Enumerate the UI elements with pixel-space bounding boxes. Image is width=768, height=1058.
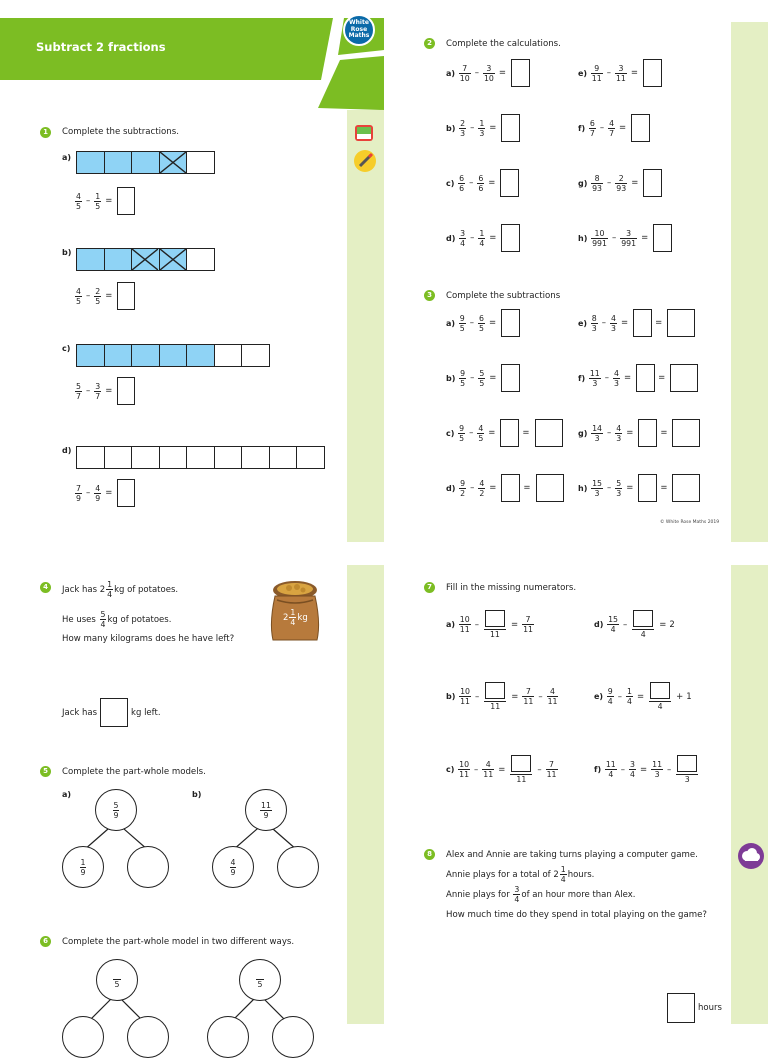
q3-h-label: h) xyxy=(578,483,588,493)
bar-cell xyxy=(214,446,243,469)
question-number-4: 4 xyxy=(40,582,51,593)
fraction: $\frac{15}{3}$ xyxy=(592,478,602,498)
bag-label: 2 $\frac{1}{4}$ kg xyxy=(283,608,308,627)
q2-f-answer-box[interactable] xyxy=(631,114,650,142)
q3-f-equation: f) $\frac{11}{3}$ – $\frac{4}{3}$ = = xyxy=(578,364,698,392)
bar-cell xyxy=(186,446,215,469)
q7-a-numerator-box[interactable] xyxy=(485,610,505,627)
fraction: $\frac{4}{3}$ xyxy=(614,368,619,388)
q4-answer-line: Jack has kg left. xyxy=(62,698,161,727)
q2-c-answer-box[interactable] xyxy=(500,169,519,197)
logo-text-3: Maths xyxy=(348,32,370,39)
fraction: $\frac{2}{93}$ xyxy=(616,173,627,193)
fraction: $\frac{4}{3}$ xyxy=(611,313,616,333)
q1-a-equation: $\frac{4}{5}$ – $\frac{1}{5}$ = xyxy=(74,187,135,215)
side-strip-bottom-left xyxy=(347,565,384,1024)
q5-a-part-blank[interactable] xyxy=(127,846,169,888)
bar-cell-crossed xyxy=(159,248,188,271)
fraction: $\frac{14}{3}$ xyxy=(592,423,603,443)
fraction: $\frac{6}{6}$ xyxy=(478,173,484,193)
q6-model-1-whole[interactable] xyxy=(96,959,138,1001)
q7-c-label: c) xyxy=(446,765,455,774)
q6-model-2-whole[interactable] xyxy=(239,959,281,1001)
fraction: $\frac{10}{11}$ xyxy=(459,760,470,779)
page-title: Subtract 2 fractions xyxy=(36,40,166,54)
reasoning-cloud-icon xyxy=(737,842,765,870)
q3-d-simplified-box[interactable] xyxy=(536,474,564,502)
q3-h-simplified-box[interactable] xyxy=(672,474,700,502)
fraction: $\frac{4}{5}$ xyxy=(478,423,484,443)
q7-instruction: Fill in the missing numerators. xyxy=(446,583,577,593)
q3-g-equation: g) $\frac{14}{3}$ – $\frac{4}{3}$ = = xyxy=(578,419,700,447)
fraction: $\frac{10}{11}$ xyxy=(460,687,471,706)
q7-e-label: e) xyxy=(594,692,604,701)
q8-line4: How much time do they spend in total playing on the game? xyxy=(446,910,707,920)
q5-a-whole xyxy=(95,789,137,831)
fraction-with-blank: 3 xyxy=(676,755,698,784)
q2-h-equation: h) $\frac{10}{991}$ – $\frac{3}{991}$ = xyxy=(578,224,672,252)
side-strip-bottom-right xyxy=(731,565,768,1024)
fraction: 5 xyxy=(256,971,264,989)
q3-e-label: e) xyxy=(578,318,588,328)
fraction: $\frac{7}{9}$ xyxy=(76,483,81,503)
q3-a-equation: a) $\frac{9}{5}$ – $\frac{6}{5}$ = xyxy=(446,309,520,337)
q2-f-label: f) xyxy=(578,123,586,133)
fraction: $\frac{6}{6}$ xyxy=(459,173,465,193)
q2-c-label: c) xyxy=(446,178,455,188)
bar-cell xyxy=(104,248,133,271)
bar-cell xyxy=(131,344,160,367)
q2-d-equation: d) $\frac{3}{4}$ – $\frac{1}{4}$ = xyxy=(446,224,520,252)
fraction: $\frac{9}{5}$ xyxy=(460,368,466,388)
q2-a-label: a) xyxy=(446,68,456,78)
fraction: $\frac{2}{3}$ xyxy=(460,118,466,138)
fraction: $\frac{7}{11}$ xyxy=(523,615,533,634)
fraction-with-blank: 11 xyxy=(510,755,532,784)
question-number-1: 1 xyxy=(40,127,51,138)
q1-c-equation: $\frac{5}{7}$ – $\frac{3}{7}$ = xyxy=(74,377,135,405)
q3-d-label: d) xyxy=(446,483,456,493)
q3-instruction: Complete the subtractions xyxy=(446,291,561,301)
q2-h-label: h) xyxy=(578,233,588,243)
q7-d-label: d) xyxy=(594,620,604,629)
fraction: $\frac{7}{11}$ xyxy=(546,760,557,779)
bar-cell xyxy=(76,151,105,174)
fraction: $\frac{6}{7}$ xyxy=(589,118,595,138)
q3-a-answer-box[interactable] xyxy=(501,309,520,337)
fraction: $\frac{1}{3}$ xyxy=(479,118,485,138)
q3-b-label: b) xyxy=(446,373,456,383)
fraction: $\frac{1}{4}$ xyxy=(627,687,632,706)
fraction: $\frac{3}{4}$ xyxy=(630,760,635,779)
q7-e-numerator-box[interactable] xyxy=(650,682,670,699)
q3-c-answer-box[interactable] xyxy=(500,419,519,447)
logo-text-1: White xyxy=(349,19,369,26)
q7-e-equation: e) $\frac{9}{4}$ – $\frac{1}{4}$ = 4 + 1 xyxy=(594,682,692,711)
q6-model-1-part-right[interactable] xyxy=(127,1016,169,1058)
q2-e-equation: e) $\frac{9}{11}$ – $\frac{3}{11}$ = xyxy=(578,59,662,87)
q1-instruction: Complete the subtractions. xyxy=(62,127,179,137)
fraction: $\frac{5}{5}$ xyxy=(479,368,485,388)
q3-a-label: a) xyxy=(446,318,456,328)
fraction: $\frac{9}{4}$ xyxy=(607,687,613,706)
q2-c-equation: c) $\frac{6}{6}$ – $\frac{6}{6}$ = xyxy=(446,169,519,197)
bar-cell xyxy=(269,446,298,469)
fraction: $\frac{6}{5}$ xyxy=(478,313,484,333)
bar-cell xyxy=(131,446,160,469)
q3-c-simplified-box[interactable] xyxy=(535,419,563,447)
bar-cell xyxy=(76,248,105,271)
q8-answer-box[interactable] xyxy=(667,993,695,1023)
fraction: $\frac{5}{9}$ xyxy=(113,800,119,820)
q2-a-answer-box[interactable] xyxy=(511,59,530,87)
fraction: $\frac{1}{9}$ xyxy=(80,857,86,877)
fraction-with-blank: 4 xyxy=(632,610,654,639)
bar-cell-crossed xyxy=(159,151,188,174)
q7-f-numerator-box[interactable] xyxy=(677,755,697,772)
title-banner xyxy=(0,0,384,115)
q5-b-part-blank[interactable] xyxy=(277,846,319,888)
bar-cell xyxy=(104,344,133,367)
fraction: $\frac{3}{4}$ xyxy=(460,228,466,248)
q6-model-1-part-left[interactable] xyxy=(62,1016,104,1058)
bar-cell xyxy=(159,344,188,367)
q3-b-equation: b) $\frac{9}{5}$ – $\frac{5}{5}$ = xyxy=(446,364,520,392)
q2-instruction: Complete the calculations. xyxy=(446,39,561,49)
q7-a-equation: a) $\frac{10}{11}$ – 11 = $\frac{7}{11}$ xyxy=(446,610,535,639)
fraction: $\frac{4}{5}$ xyxy=(76,286,81,306)
fraction: $\frac{1}{4}$ xyxy=(290,608,296,627)
fraction: $\frac{5}{7}$ xyxy=(76,381,81,401)
fraction: 5 xyxy=(113,971,121,989)
q8-line3: Annie plays for $\frac{3}{4}$ of an hour more than Alex. xyxy=(446,885,636,904)
q1-b-label: b) xyxy=(62,248,72,257)
fraction: $\frac{9}{11}$ xyxy=(591,63,602,83)
q6-model-2-part-left[interactable] xyxy=(207,1016,249,1058)
fraction: $\frac{5}{4}$ xyxy=(100,610,106,629)
question-number-7: 7 xyxy=(424,582,435,593)
fraction: $\frac{1}{5}$ xyxy=(95,191,101,211)
fraction: $\frac{10}{11}$ xyxy=(459,615,470,634)
side-strip-top-right xyxy=(731,22,768,542)
q5-b-whole xyxy=(245,789,287,831)
q7-b-equation: b) $\frac{10}{11}$ – 11 = $\frac{7}{11}$ – $\frac{4}{11}$ xyxy=(446,682,559,711)
q1-c-label: c) xyxy=(62,344,71,353)
fraction: $\frac{11}{3}$ xyxy=(589,368,600,388)
q1-d-label: d) xyxy=(62,446,72,455)
q1-d-equation: $\frac{7}{9}$ – $\frac{4}{9}$ = xyxy=(74,479,135,507)
q1-b-equation: $\frac{4}{5}$ – $\frac{2}{5}$ = xyxy=(74,282,135,310)
question-number-8: 8 xyxy=(424,849,435,860)
fraction: $\frac{3}{991}$ xyxy=(621,228,637,248)
fraction: $\frac{2}{5}$ xyxy=(95,286,101,306)
white-rose-logo xyxy=(343,14,375,46)
bar-cell xyxy=(186,151,215,174)
side-strip-top-left xyxy=(347,110,384,542)
bar-cell xyxy=(186,344,215,367)
q5-b-part-known xyxy=(212,846,254,888)
q8-answer-line xyxy=(665,993,722,1023)
bar-cell xyxy=(159,446,188,469)
q3-c-label: c) xyxy=(446,428,455,438)
q2-b-equation: b) $\frac{2}{3}$ – $\frac{1}{3}$ = xyxy=(446,114,520,142)
q1-a-bar xyxy=(77,151,215,174)
q3-d-equation: d) $\frac{9}{2}$ – $\frac{4}{2}$ = = xyxy=(446,474,564,502)
q1-a-label: a) xyxy=(62,153,72,162)
question-number-6: 6 xyxy=(40,936,51,947)
fraction: $\frac{5}{3}$ xyxy=(616,478,622,498)
q3-h-equation: h) $\frac{15}{3}$ – $\frac{5}{3}$ = = xyxy=(578,474,700,502)
bar-cell xyxy=(241,344,270,367)
q6-instruction: Complete the part-whole model in two different ways. xyxy=(62,937,295,947)
fraction: $\frac{3}{10}$ xyxy=(483,63,494,83)
fraction: $\frac{11}{9}$ xyxy=(261,800,271,820)
q2-d-label: d) xyxy=(446,233,456,243)
fraction: $\frac{4}{11}$ xyxy=(483,760,494,779)
q8-answer-unit: hours xyxy=(698,1003,722,1013)
bar-cell xyxy=(76,344,105,367)
question-number-3: 3 xyxy=(424,290,435,301)
q3-f-label: f) xyxy=(578,373,586,383)
q3-f-simplified-box[interactable] xyxy=(670,364,698,392)
q2-b-label: b) xyxy=(446,123,456,133)
fraction-with-blank: 11 xyxy=(484,682,506,711)
fraction: $\frac{11}{4}$ xyxy=(605,760,616,779)
q5-b-label: b) xyxy=(192,790,202,799)
fraction: $\frac{3}{4}$ xyxy=(514,885,520,904)
calculator-book-icon xyxy=(352,122,376,144)
q5-a-part-known xyxy=(62,846,104,888)
fraction: $\frac{3}{11}$ xyxy=(615,63,626,83)
fraction: $\frac{1}{4}$ xyxy=(107,580,113,599)
copyright: © White Rose Maths 2019 xyxy=(660,520,720,525)
fraction: $\frac{8}{93}$ xyxy=(592,173,603,193)
q2-f-equation: f) $\frac{6}{7}$ – $\frac{4}{7}$ = xyxy=(578,114,650,142)
q7-a-label: a) xyxy=(446,620,456,629)
q7-b-numerator-box[interactable] xyxy=(485,682,505,699)
fraction: $\frac{4}{5}$ xyxy=(76,191,81,211)
q5-a-label: a) xyxy=(62,790,72,799)
q3-e-simplified-box[interactable] xyxy=(667,309,695,337)
potato-bag-illustration xyxy=(265,578,325,644)
fraction: $\frac{9}{5}$ xyxy=(459,313,465,333)
fraction: $\frac{11}{3}$ xyxy=(652,760,663,779)
q1-c-answer-box[interactable] xyxy=(117,377,135,405)
bar-cell xyxy=(76,446,105,469)
q7-f-label: f) xyxy=(594,765,602,774)
q2-h-answer-box[interactable] xyxy=(653,224,672,252)
q7-d-numerator-box[interactable] xyxy=(633,610,653,627)
q7-c-numerator-box[interactable] xyxy=(511,755,531,772)
q1-b-bar xyxy=(77,248,215,271)
fraction: $\frac{10}{991}$ xyxy=(592,228,607,248)
fraction: $\frac{4}{7}$ xyxy=(609,118,615,138)
question-number-2: 2 xyxy=(424,38,435,49)
q3-e-answer-box[interactable] xyxy=(633,309,652,337)
q1-a-answer-box[interactable] xyxy=(117,187,135,215)
fraction: $\frac{15}{4}$ xyxy=(608,615,619,634)
q8-line1: Alex and Annie are taking turns playing a computer game. xyxy=(446,850,698,860)
q2-a-equation: a) $\frac{7}{10}$ – $\frac{3}{10}$ = xyxy=(446,59,530,87)
q1-b-answer-box[interactable] xyxy=(117,282,135,310)
fraction: $\frac{4}{11}$ xyxy=(547,687,558,706)
q3-e-equation: e) $\frac{8}{3}$ – $\frac{4}{3}$ = = xyxy=(578,309,695,337)
fraction: $\frac{8}{3}$ xyxy=(591,313,597,333)
q2-g-equation: g) $\frac{8}{93}$ – $\frac{2}{93}$ = xyxy=(578,169,662,197)
fraction: $\frac{4}{9}$ xyxy=(230,857,236,877)
fraction: $\frac{3}{7}$ xyxy=(95,381,101,401)
q2-g-label: g) xyxy=(578,178,588,188)
bar-cell xyxy=(241,446,270,469)
q3-d-answer-box[interactable] xyxy=(501,474,520,502)
bar-cell xyxy=(186,248,215,271)
q6-model-2-part-right[interactable] xyxy=(272,1016,314,1058)
q3-g-answer-box[interactable] xyxy=(638,419,657,447)
fraction: $\frac{9}{2}$ xyxy=(460,478,466,498)
q7-c-equation: c) $\frac{10}{11}$ – $\frac{4}{11}$ = 11 – $\frac{7}{11}$ xyxy=(446,755,559,784)
q2-e-answer-box[interactable] xyxy=(643,59,662,87)
bar-cell xyxy=(104,151,133,174)
q4-line1: Jack has 2 $\frac{1}{4}$ kg of potatoes. xyxy=(62,580,179,599)
q1-d-answer-box[interactable] xyxy=(117,479,135,507)
q8-line2: Annie plays for a total of 2 $\frac{1}{4}$ hours. xyxy=(446,865,595,884)
q2-d-answer-box[interactable] xyxy=(501,224,520,252)
fraction: $\frac{4}{3}$ xyxy=(616,423,622,443)
fraction-with-blank: 4 xyxy=(649,682,671,711)
q3-g-simplified-box[interactable] xyxy=(672,419,700,447)
q5-instruction: Complete the part-whole models. xyxy=(62,767,206,777)
q7-d-equation: d) $\frac{15}{4}$ – 4 = 2 xyxy=(594,610,675,639)
q3-b-answer-box[interactable] xyxy=(501,364,520,392)
q3-c-equation: c) $\frac{9}{5}$ – $\frac{4}{5}$ = = xyxy=(446,419,563,447)
fraction-with-blank: 11 xyxy=(484,610,506,639)
bar-cell xyxy=(104,446,133,469)
fraction: $\frac{4}{9}$ xyxy=(95,483,101,503)
bar-cell-crossed xyxy=(131,248,160,271)
q7-b-label: b) xyxy=(446,692,456,701)
pencil-icon xyxy=(352,148,378,174)
fraction: $\frac{9}{5}$ xyxy=(459,423,465,443)
bar-cell xyxy=(214,344,243,367)
q2-g-answer-box[interactable] xyxy=(643,169,662,197)
question-number-5: 5 xyxy=(40,766,51,777)
q3-f-answer-box[interactable] xyxy=(636,364,655,392)
q2-e-label: e) xyxy=(578,68,588,78)
fraction: $\frac{7}{11}$ xyxy=(523,687,534,706)
q4-line3: How many kilograms does he have left? xyxy=(62,634,235,644)
logo-text-2: Rose xyxy=(350,25,368,33)
fraction: $\frac{1}{4}$ xyxy=(560,865,566,884)
q2-b-answer-box[interactable] xyxy=(501,114,520,142)
q7-f-equation: f) $\frac{11}{4}$ – $\frac{3}{4}$ = $\frac{11}{3}$ – 3 xyxy=(594,755,700,784)
q3-g-label: g) xyxy=(578,428,588,438)
bar-cell xyxy=(296,446,325,469)
fraction: $\frac{1}{4}$ xyxy=(479,228,485,248)
fraction: $\frac{4}{2}$ xyxy=(479,478,485,498)
q1-d-bar xyxy=(77,446,325,469)
fraction: $\frac{7}{10}$ xyxy=(459,63,470,83)
q4-answer-box[interactable] xyxy=(100,698,128,727)
bar-cell xyxy=(131,151,160,174)
q3-h-answer-box[interactable] xyxy=(638,474,657,502)
q4-line2: He uses $\frac{5}{4}$ kg of potatoes. xyxy=(62,610,172,629)
q1-c-bar xyxy=(77,344,270,367)
